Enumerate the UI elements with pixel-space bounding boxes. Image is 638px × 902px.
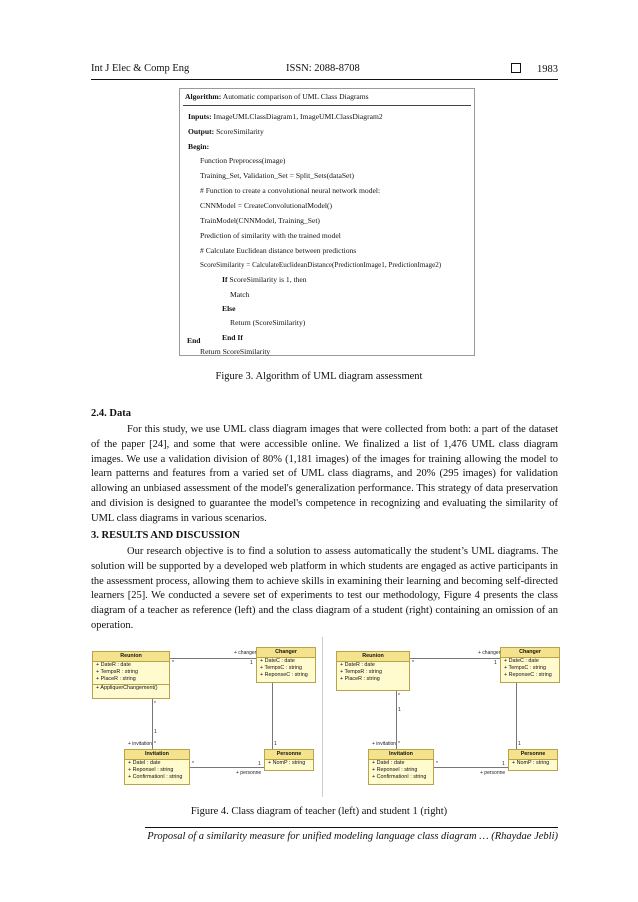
uml-class-personne [508, 749, 558, 771]
class-attribute: + DateC : date [260, 658, 295, 664]
algo-line [200, 344, 270, 359]
algo-line [200, 258, 441, 273]
page-number: 1983 [537, 64, 558, 75]
algo-keyword: Begin: [188, 142, 210, 151]
class-attribute: + DateC : date [504, 658, 539, 664]
running-footer: Proposal of a similarity measure for unified modeling language class diagram … (Rhaydae Jebli) [147, 831, 558, 842]
algo-text: ScoreSimilarity = CalculateEuclideanDistance(PredictionImage1, PredictionImage2) [200, 261, 442, 269]
multiplicity-label: * [398, 741, 400, 747]
algo-keyword: End If [222, 333, 243, 342]
algo-line [222, 272, 307, 287]
algo-text: ScoreSimilarity is 1, then [229, 275, 307, 284]
role-label: + invitation [372, 741, 397, 747]
class-attribute: + ReponseI : string [128, 767, 174, 774]
uml-class-changer [256, 647, 316, 683]
class-attribute: + PlaceR : string [96, 676, 136, 683]
class-attribute: + ReponseC : string [504, 672, 552, 679]
multiplicity-label: 1 [250, 660, 253, 666]
uml-class-reunion [92, 651, 170, 699]
class-name: Personne [265, 750, 313, 760]
multiplicity-label: 1 [258, 761, 261, 767]
teacher-class-diagram [90, 637, 308, 795]
role-label: + personne [236, 770, 262, 776]
algo-text: Function Preprocess(image) [200, 156, 286, 165]
multiplicity-label: 1 [518, 741, 521, 747]
algo-text: ImageUMLClassDiagram1, ImageUMLClassDiagram2 [213, 112, 383, 121]
association-line [190, 767, 264, 768]
algorithm-title-text: Automatic comparison of UML Class Diagrams [222, 92, 369, 101]
section-heading-results: 3. RESULTS AND DISCUSSION [91, 530, 240, 541]
algo-text: Match [230, 290, 250, 299]
footer-rule [145, 827, 558, 828]
role-label: + invitation [128, 741, 153, 747]
algo-text: ScoreSimilarity [216, 127, 264, 136]
algo-keyword: If [222, 275, 228, 284]
section-heading-data: 2.4. Data [91, 408, 131, 419]
class-name: Changer [257, 648, 315, 658]
class-attribute: + NomP : string [268, 760, 306, 766]
role-label: + changer [234, 650, 257, 656]
header-rule [91, 79, 558, 80]
uml-class-changer [500, 647, 560, 683]
class-attribute: + ConfirmationI : string [372, 774, 427, 781]
algo-line [222, 301, 236, 316]
multiplicity-label: * [172, 660, 174, 666]
association-line [170, 658, 256, 659]
journal-name: Int J Elec & Comp Eng [91, 63, 190, 74]
section-data-paragraph: For this study, we use UML class diagram images that were collected from both: a part of the dataset of the paper [24], and some that were accessible online. We finalized a list of 1,476 UML class diagram images. We use a validation division of 80% (1,181 images) of the images for training allowing the model to learn patterns and features from a varied set of UML class diagrams, and 20% (295 images) for validation allowing an unbiased assessment of the model's generalization performance. This strategy of data preservation and division is designed to guarantee the model's competence in recognizing and evaluating the similarity of UML class diagrams in various scenarios. [91, 424, 558, 524]
algorithm-title [185, 89, 369, 104]
association-line [152, 699, 153, 749]
class-attribute: + DateR : date [96, 662, 131, 668]
algo-line [222, 330, 243, 345]
class-name: Changer [501, 648, 559, 658]
page-number-wrap [511, 63, 558, 75]
algo-line [200, 228, 341, 243]
algo-keyword: Inputs: [188, 112, 212, 121]
role-label: + changer [478, 650, 501, 656]
class-name: Personne [509, 750, 557, 760]
multiplicity-label: 1 [154, 729, 157, 735]
multiplicity-label: * [154, 741, 156, 747]
class-name: Reunion [93, 652, 169, 662]
class-name: Reunion [337, 652, 409, 662]
class-attribute: + TempsC : string [260, 665, 302, 672]
algo-line [200, 243, 356, 258]
class-attribute: + TempsR : string [340, 669, 382, 676]
uml-class-personne [264, 749, 314, 771]
association-line [272, 683, 273, 749]
multiplicity-label: * [412, 660, 414, 666]
class-attribute: + DateR : date [340, 662, 375, 668]
uml-class-invitation [124, 749, 190, 785]
class-attribute: + ReponseC : string [260, 672, 308, 679]
algo-text: Training_Set, Validation_Set = Split_Sets(dataSet) [200, 171, 355, 180]
role-label: + personne [480, 770, 506, 776]
class-attribute: + NomP : string [512, 760, 550, 766]
algo-keyword: Else [222, 304, 236, 313]
multiplicity-label: * [154, 701, 156, 707]
algo-line [230, 287, 249, 302]
algo-end: End [187, 336, 201, 345]
algo-keyword: Output: [188, 127, 215, 136]
association-line [410, 658, 500, 659]
algo-text: # Function to create a convolutional neural network model: [200, 186, 381, 195]
algo-line [200, 183, 380, 198]
class-name: Invitation [369, 750, 433, 760]
issn: ISSN: 2088-8708 [286, 63, 360, 74]
algo-line [230, 315, 305, 330]
algorithm-label: Algorithm: [185, 92, 222, 101]
multiplicity-label: * [192, 761, 194, 767]
uml-class-invitation [368, 749, 434, 785]
algorithm-box [179, 88, 475, 356]
algo-line [188, 139, 209, 154]
class-attribute: + TempsR : string [96, 669, 138, 676]
algo-line [200, 213, 320, 228]
algorithm-rule [183, 105, 471, 106]
running-header [91, 63, 558, 79]
association-line [396, 691, 397, 749]
student-class-diagram [334, 637, 552, 795]
algo-text: Return ScoreSimilarity [200, 347, 271, 356]
multiplicity-label: 1 [494, 660, 497, 666]
class-attribute: + DateI : date [128, 760, 161, 766]
algo-line [200, 153, 285, 168]
class-attribute: + DateI : date [372, 760, 405, 766]
figure-4-caption: Figure 4. Class diagram of teacher (left) and student 1 (right) [190, 806, 448, 817]
class-attribute: + ConfirmationI : string [128, 774, 183, 781]
uml-class-reunion [336, 651, 410, 691]
class-operation: + AppliquerChangement() [93, 684, 169, 692]
algo-line [188, 109, 383, 124]
algo-text: # Calculate Euclidean distance between predictions [200, 246, 357, 255]
algo-line [200, 168, 354, 183]
multiplicity-label: 1 [274, 741, 277, 747]
checkbox-square-icon [511, 63, 521, 73]
multiplicity-label: 1 [398, 707, 401, 713]
algo-text: Prediction of similarity with the trained model [200, 231, 341, 240]
class-attribute: + TempsC : string [504, 665, 546, 672]
class-name: Invitation [125, 750, 189, 760]
multiplicity-label: * [398, 693, 400, 699]
algo-text: Return (ScoreSimilarity) [230, 318, 306, 327]
association-line [434, 767, 508, 768]
algo-line [188, 124, 264, 139]
figure-separator [322, 637, 323, 797]
section-results-paragraph: Our research objective is to find a solution to assess automatically the student’s UML diagrams. The solution will be supported by a developed web platform in which students are engaged as active participants in the assessment process, allowing them to achieve skills in examining their learning and becoming self-directed learners [25]. We conducted a severe set of experiments to test our methodology, Figure 4 presents the class diagram of a teacher as reference (left) and the class diagram of a student (right) containing an omission of an operation. [91, 546, 558, 631]
algo-text: TrainModel(CNNModel, Training_Set) [200, 216, 320, 225]
figure-3-caption: Figure 3. Algorithm of UML diagram assessment [215, 371, 423, 382]
class-attribute: + ReponseI : string [372, 767, 418, 774]
multiplicity-label: * [436, 761, 438, 767]
association-line [516, 683, 517, 749]
multiplicity-label: 1 [502, 761, 505, 767]
class-attribute: + PlaceR : string [340, 676, 380, 683]
algo-line [200, 198, 332, 213]
algo-text: CNNModel = CreateConvolutionalModel() [200, 201, 333, 210]
